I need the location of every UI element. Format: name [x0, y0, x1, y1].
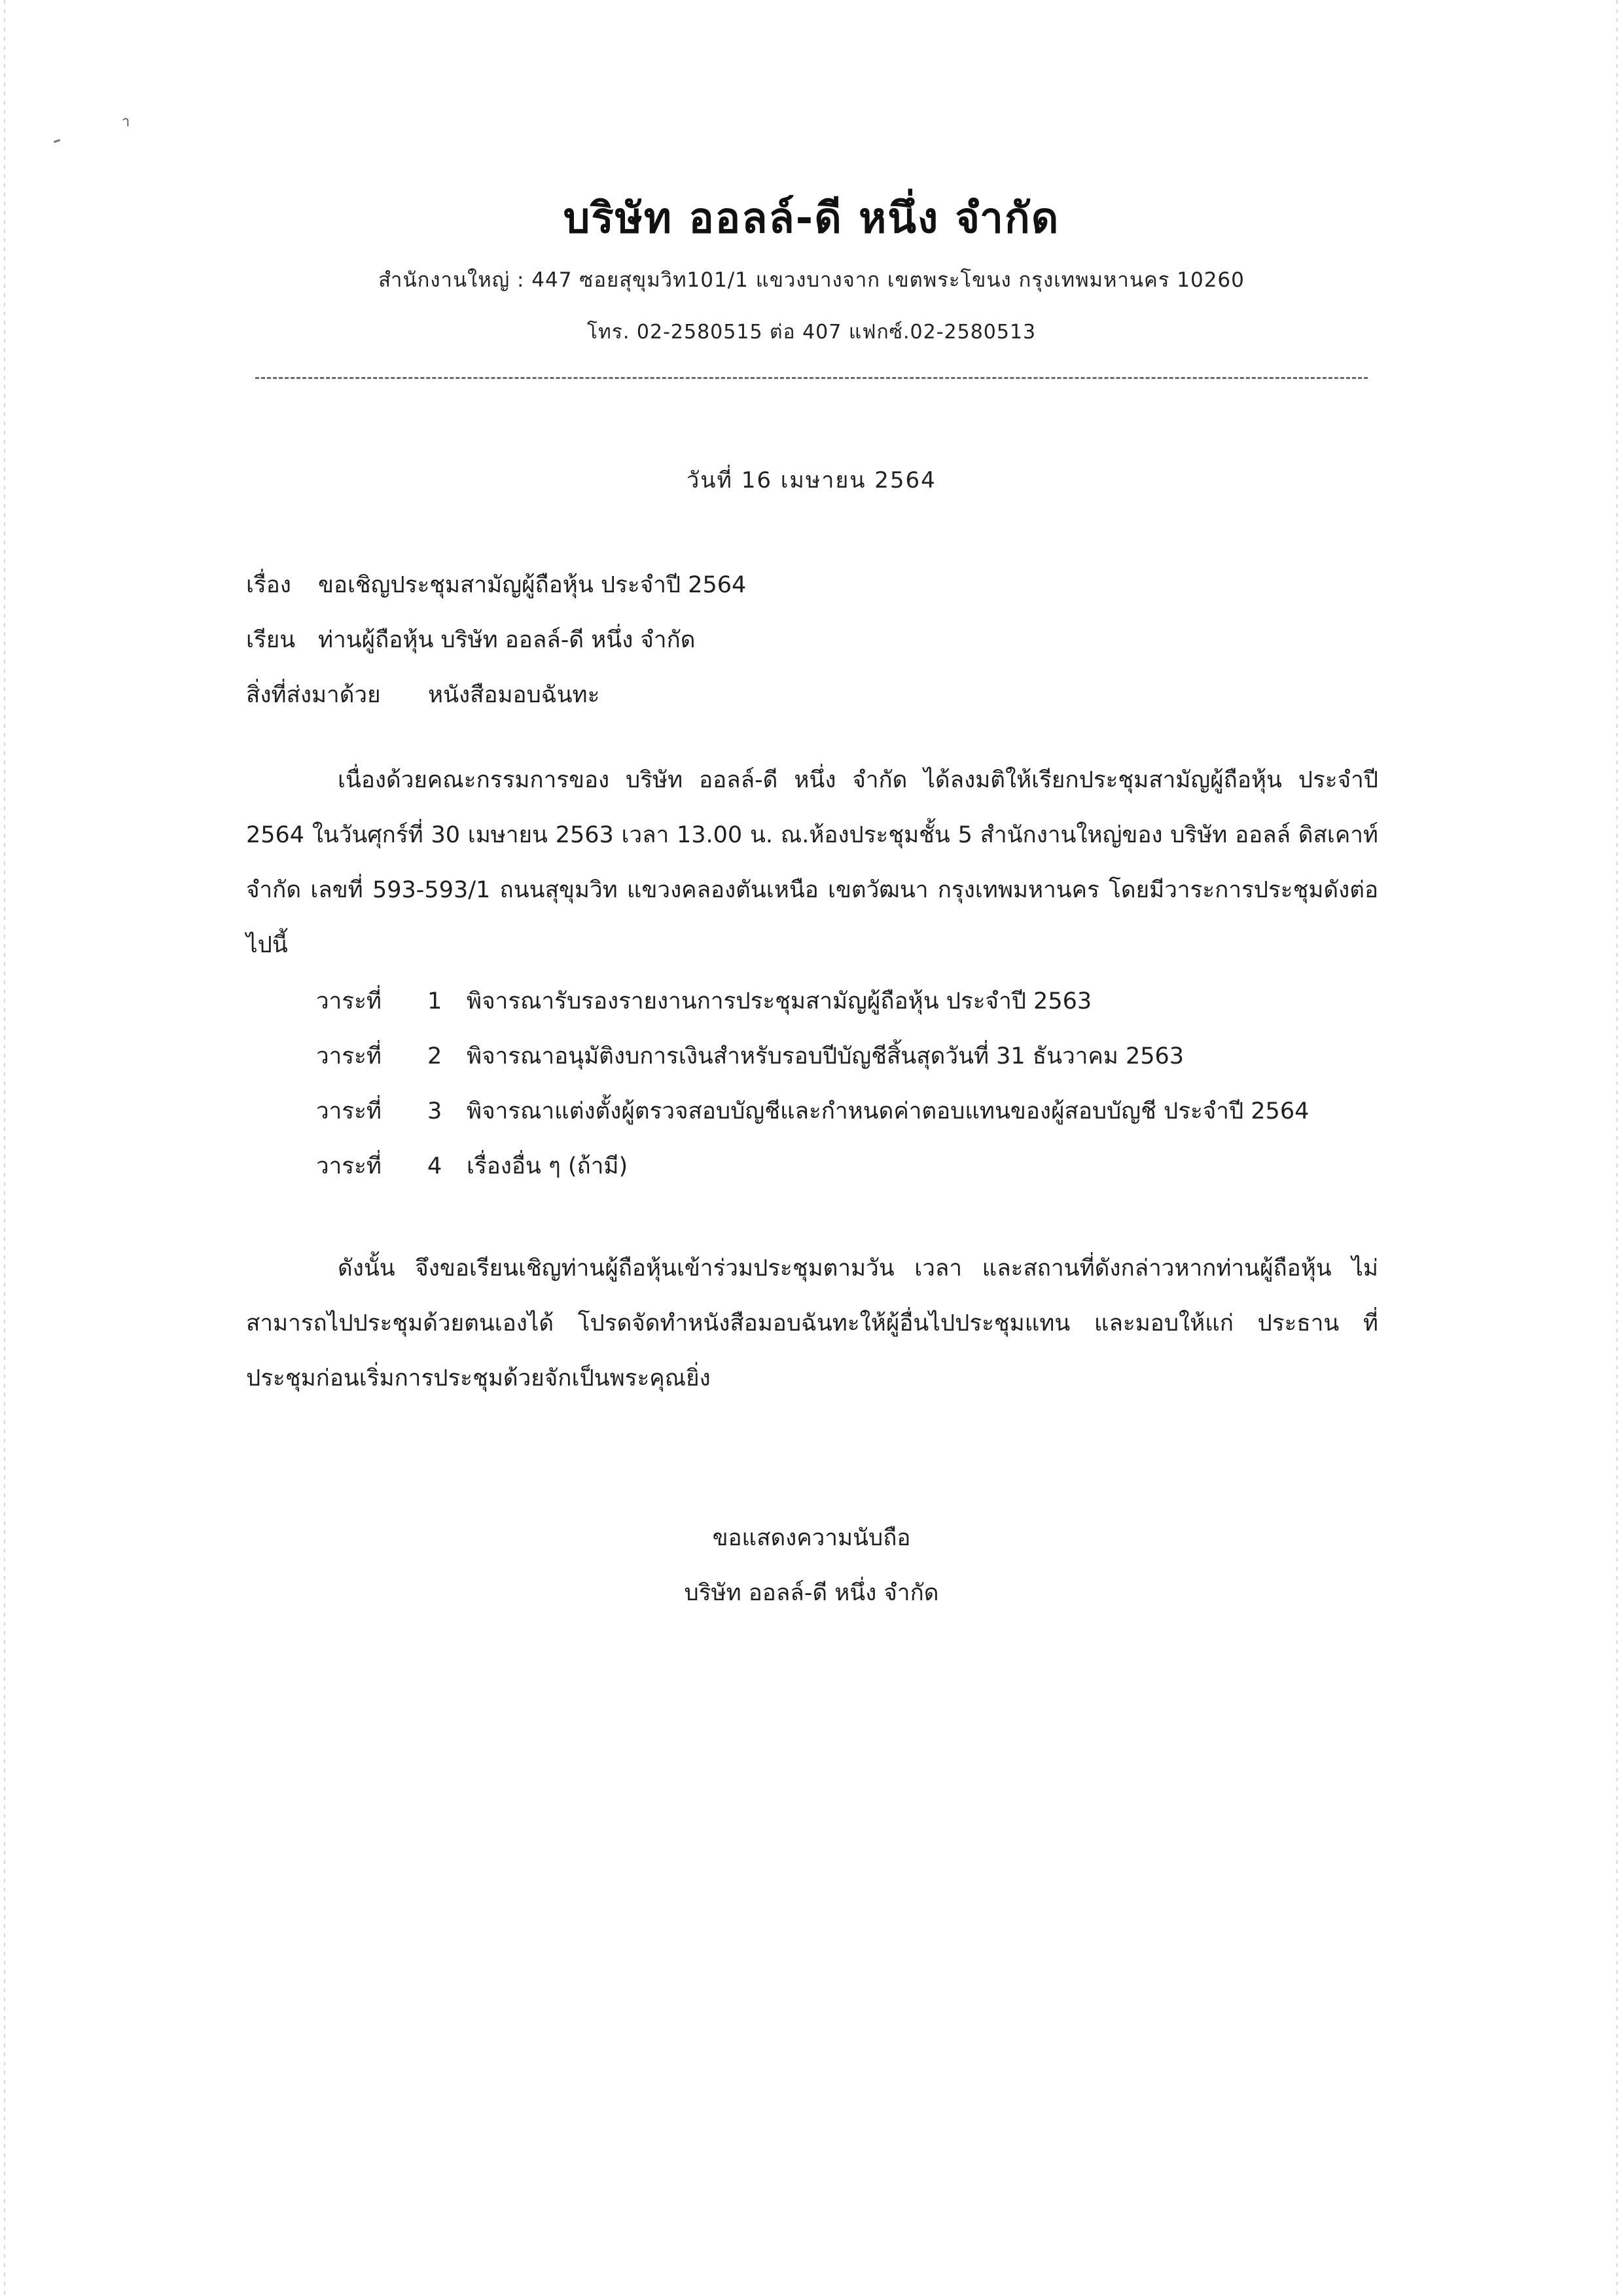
letter-date: วันที่ 16 เมษายน 2564 — [687, 467, 936, 493]
closing-signatory: บริษัท ออลล์-ดี หนึ่ง จำกัด — [684, 1580, 939, 1606]
header-divider — [255, 377, 1368, 379]
agenda-text: เรื่องอื่น ๆ (ถ้ามี) — [467, 1153, 628, 1179]
closing-salutation: ขอแสดงความนับถือ — [712, 1525, 911, 1551]
agenda-text: พิจารณาอนุมัติงบการเงินสำหรับรอบปีบัญชีสิ้นสุดวันที่ 31 ธันวาคม 2563 — [467, 1043, 1185, 1069]
subject-value: ขอเชิญประชุมสามัญผู้ถือหุ้น ประจำปี 2564 — [318, 572, 747, 598]
agenda-number: 2 — [427, 1043, 442, 1069]
enclosure-row — [246, 677, 599, 713]
agenda-list — [316, 974, 1309, 1194]
agenda-text: พิจารณารับรองรายงานการประชุมสามัญผู้ถือหุ้น ประจำปี 2563 — [467, 988, 1092, 1014]
intro-paragraph: เนื่องด้วยคณะกรรมการของ บริษัท ออลล์-ดี หนึ่ง จำกัด ได้ลงมติให้เรียกประชุมสามัญผู้ถือหุ้น ประจำปี 2564 ในวันศุกร์ที่ 30 เมษายน 2563 เวลา 13.00 น. ณ.ห้องประชุมชั้น 5 สำนักงานใหญ่ของ บริษัท ออลล์ ดิสเคาท์ จำกัด เลขที่ 593-593/1 ถนนสุขุมวิท แขวงคลองตันเหนือ เขตวัฒนา กรุงเทพมหานคร โดยมีวาระการประชุมดังต่อไปนี้ — [246, 767, 1378, 958]
agenda-item — [316, 974, 1309, 1029]
subject-label: เรื่อง — [246, 572, 291, 598]
agenda-label: วาระที่ — [316, 1098, 382, 1124]
invitation-paragraph: ดังนั้น จึงขอเรียนเชิญท่านผู้ถือหุ้นเข้าร่วมประชุมตามวัน เวลา และสถานที่ดังกล่าวหากท่านผู้ถือหุ้น ไม่สามารถไปประชุมด้วยตนเองได้ โปรดจัดทำหนังสือมอบฉันทะให้ผู้อื่นไปประชุมแทน และมอบให้แก่ ประธาน ที่ประชุมก่อนเริ่มการประชุมด้วยจักเป็นพระคุณยิ่ง — [246, 1255, 1378, 1391]
company-contact: โทร. 02-2580515 ต่อ 407 แฟกซ์.02-2580513 — [586, 321, 1037, 344]
scan-corner-mark: า — [122, 114, 130, 130]
recipient-value: ท่านผู้ถือหุ้น บริษัท ออลล์-ดี หนึ่ง จำกัด — [318, 627, 696, 653]
agenda-item — [316, 1029, 1309, 1084]
subject-row — [246, 567, 746, 603]
recipient-row — [246, 622, 696, 658]
agenda-item — [316, 1084, 1309, 1139]
agenda-text: พิจารณาแต่งตั้งผู้ตรวจสอบบัญชีและกำหนดค่าตอบแทนของผู้สอบบัญชี ประจำปี 2564 — [467, 1098, 1310, 1124]
agenda-number: 1 — [427, 988, 442, 1014]
scan-speck — [54, 139, 60, 143]
company-title: บริษัท ออลล์-ดี หนึ่ง จำกัด — [563, 194, 1060, 243]
recipient-label: เรียน — [246, 627, 296, 653]
agenda-number: 4 — [427, 1153, 442, 1179]
agenda-item — [316, 1139, 1309, 1194]
agenda-label: วาระที่ — [316, 1043, 382, 1069]
company-address: สำนักงานใหญ่ : 447 ซอยสุขุมวิท101/1 แขวงบางจาก เขตพระโขนง กรุงเทพมหานคร 10260 — [378, 268, 1245, 292]
agenda-number: 3 — [427, 1098, 442, 1124]
agenda-label: วาระที่ — [316, 988, 382, 1014]
agenda-label: วาระที่ — [316, 1153, 382, 1179]
enclosure-value: หนังสือมอบฉันทะ — [428, 682, 600, 708]
enclosure-label: สิ่งที่ส่งมาด้วย — [246, 682, 381, 708]
